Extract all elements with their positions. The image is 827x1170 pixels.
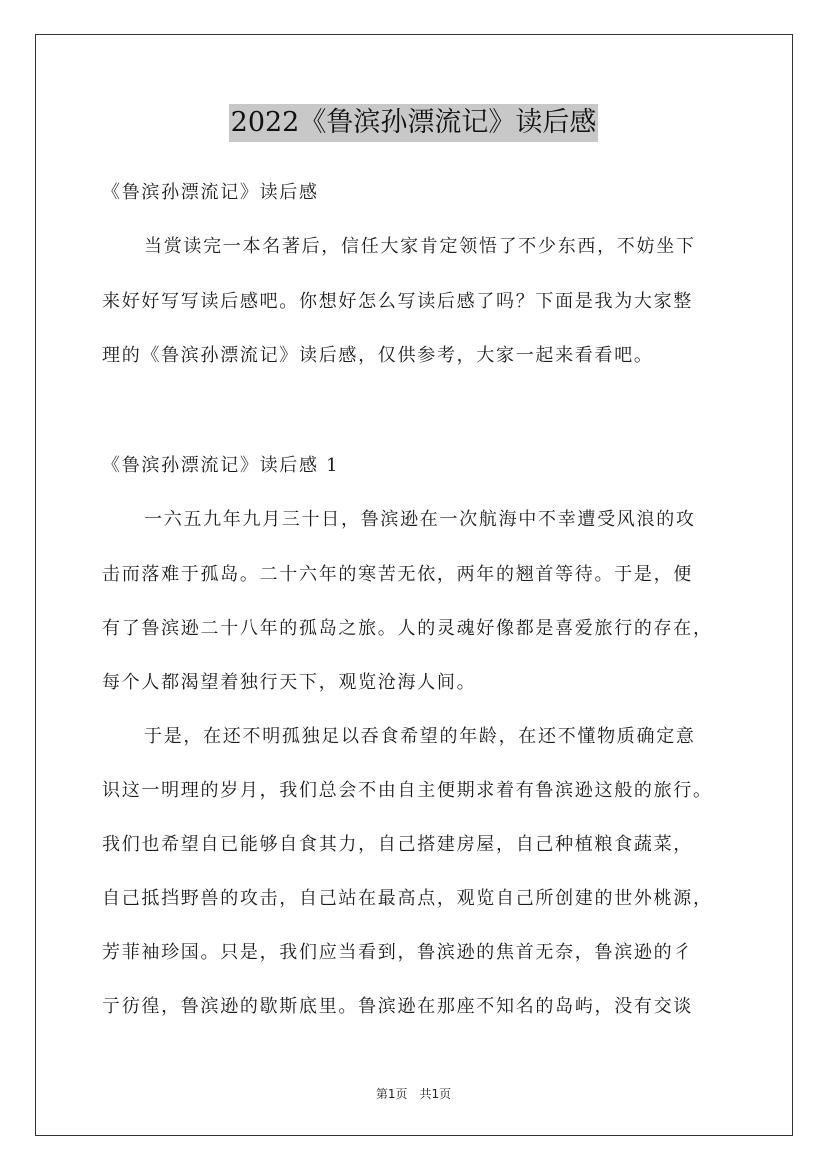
paragraph-line: 于是，在还不明孤独足以吞食希望的年龄，在还不懂物质确定意 [144,726,696,747]
paragraph-line: 击而落难于孤岛。二十六年的寒苦无依，两年的翘首等待。于是，便 [102,564,693,585]
intro-line: 当赏读完一本名著后，信任大家肯定领悟了不少东西，不妨坐下 [144,236,696,257]
document-title: 2022《鲁滨孙漂流记》读后感 [229,104,599,142]
paragraph-line: 有了鲁滨逊二十八年的孤岛之旅。人的灵魂好像都是喜爱旅行的存在， [102,618,713,639]
document-title-wrapper [0,104,827,142]
paragraph-line: 我们也希望自已能够自食其力，自己搭建房屋，自己种植粮食蔬菜， [102,834,693,855]
intro-line: 来好好写写读后感吧。你想好怎么写读后感了吗？下面是我为大家整 [102,291,693,312]
paragraph-line: 芳菲袖珍国。只是，我们应当看到，鲁滨逊的焦首无奈，鲁滨逊的彳 [102,942,693,963]
paragraph-line: 识这一明理的岁月，我们总会不由自主便期求着有鲁滨逊这般的旅行。 [102,780,713,801]
paragraph-line: 一六五九年九月三十日，鲁滨逊在一次航海中不幸遭受风浪的攻 [144,509,696,530]
paragraph-line: 每个人都渴望着独行天下，观览沧海人间。 [102,672,477,693]
section-heading: 《鲁滨孙漂流记》读后感 1 [102,455,340,476]
intro-line: 理的《鲁滨孙漂流记》读后感，仅供参考，大家一起来看看吧。 [102,345,654,366]
paragraph-line: 亍彷徨，鲁滨逊的歇斯底里。鲁滨逊在那座不知名的岛屿，没有交谈 [102,996,693,1017]
paragraph-line: 自己抵挡野兽的攻击，自己站在最高点，观览自己所创建的世外桃源， [102,888,713,909]
article-heading: 《鲁滨孙漂流记》读后感 [102,182,319,203]
page-footer: 第1页 共1页 [375,1087,452,1101]
